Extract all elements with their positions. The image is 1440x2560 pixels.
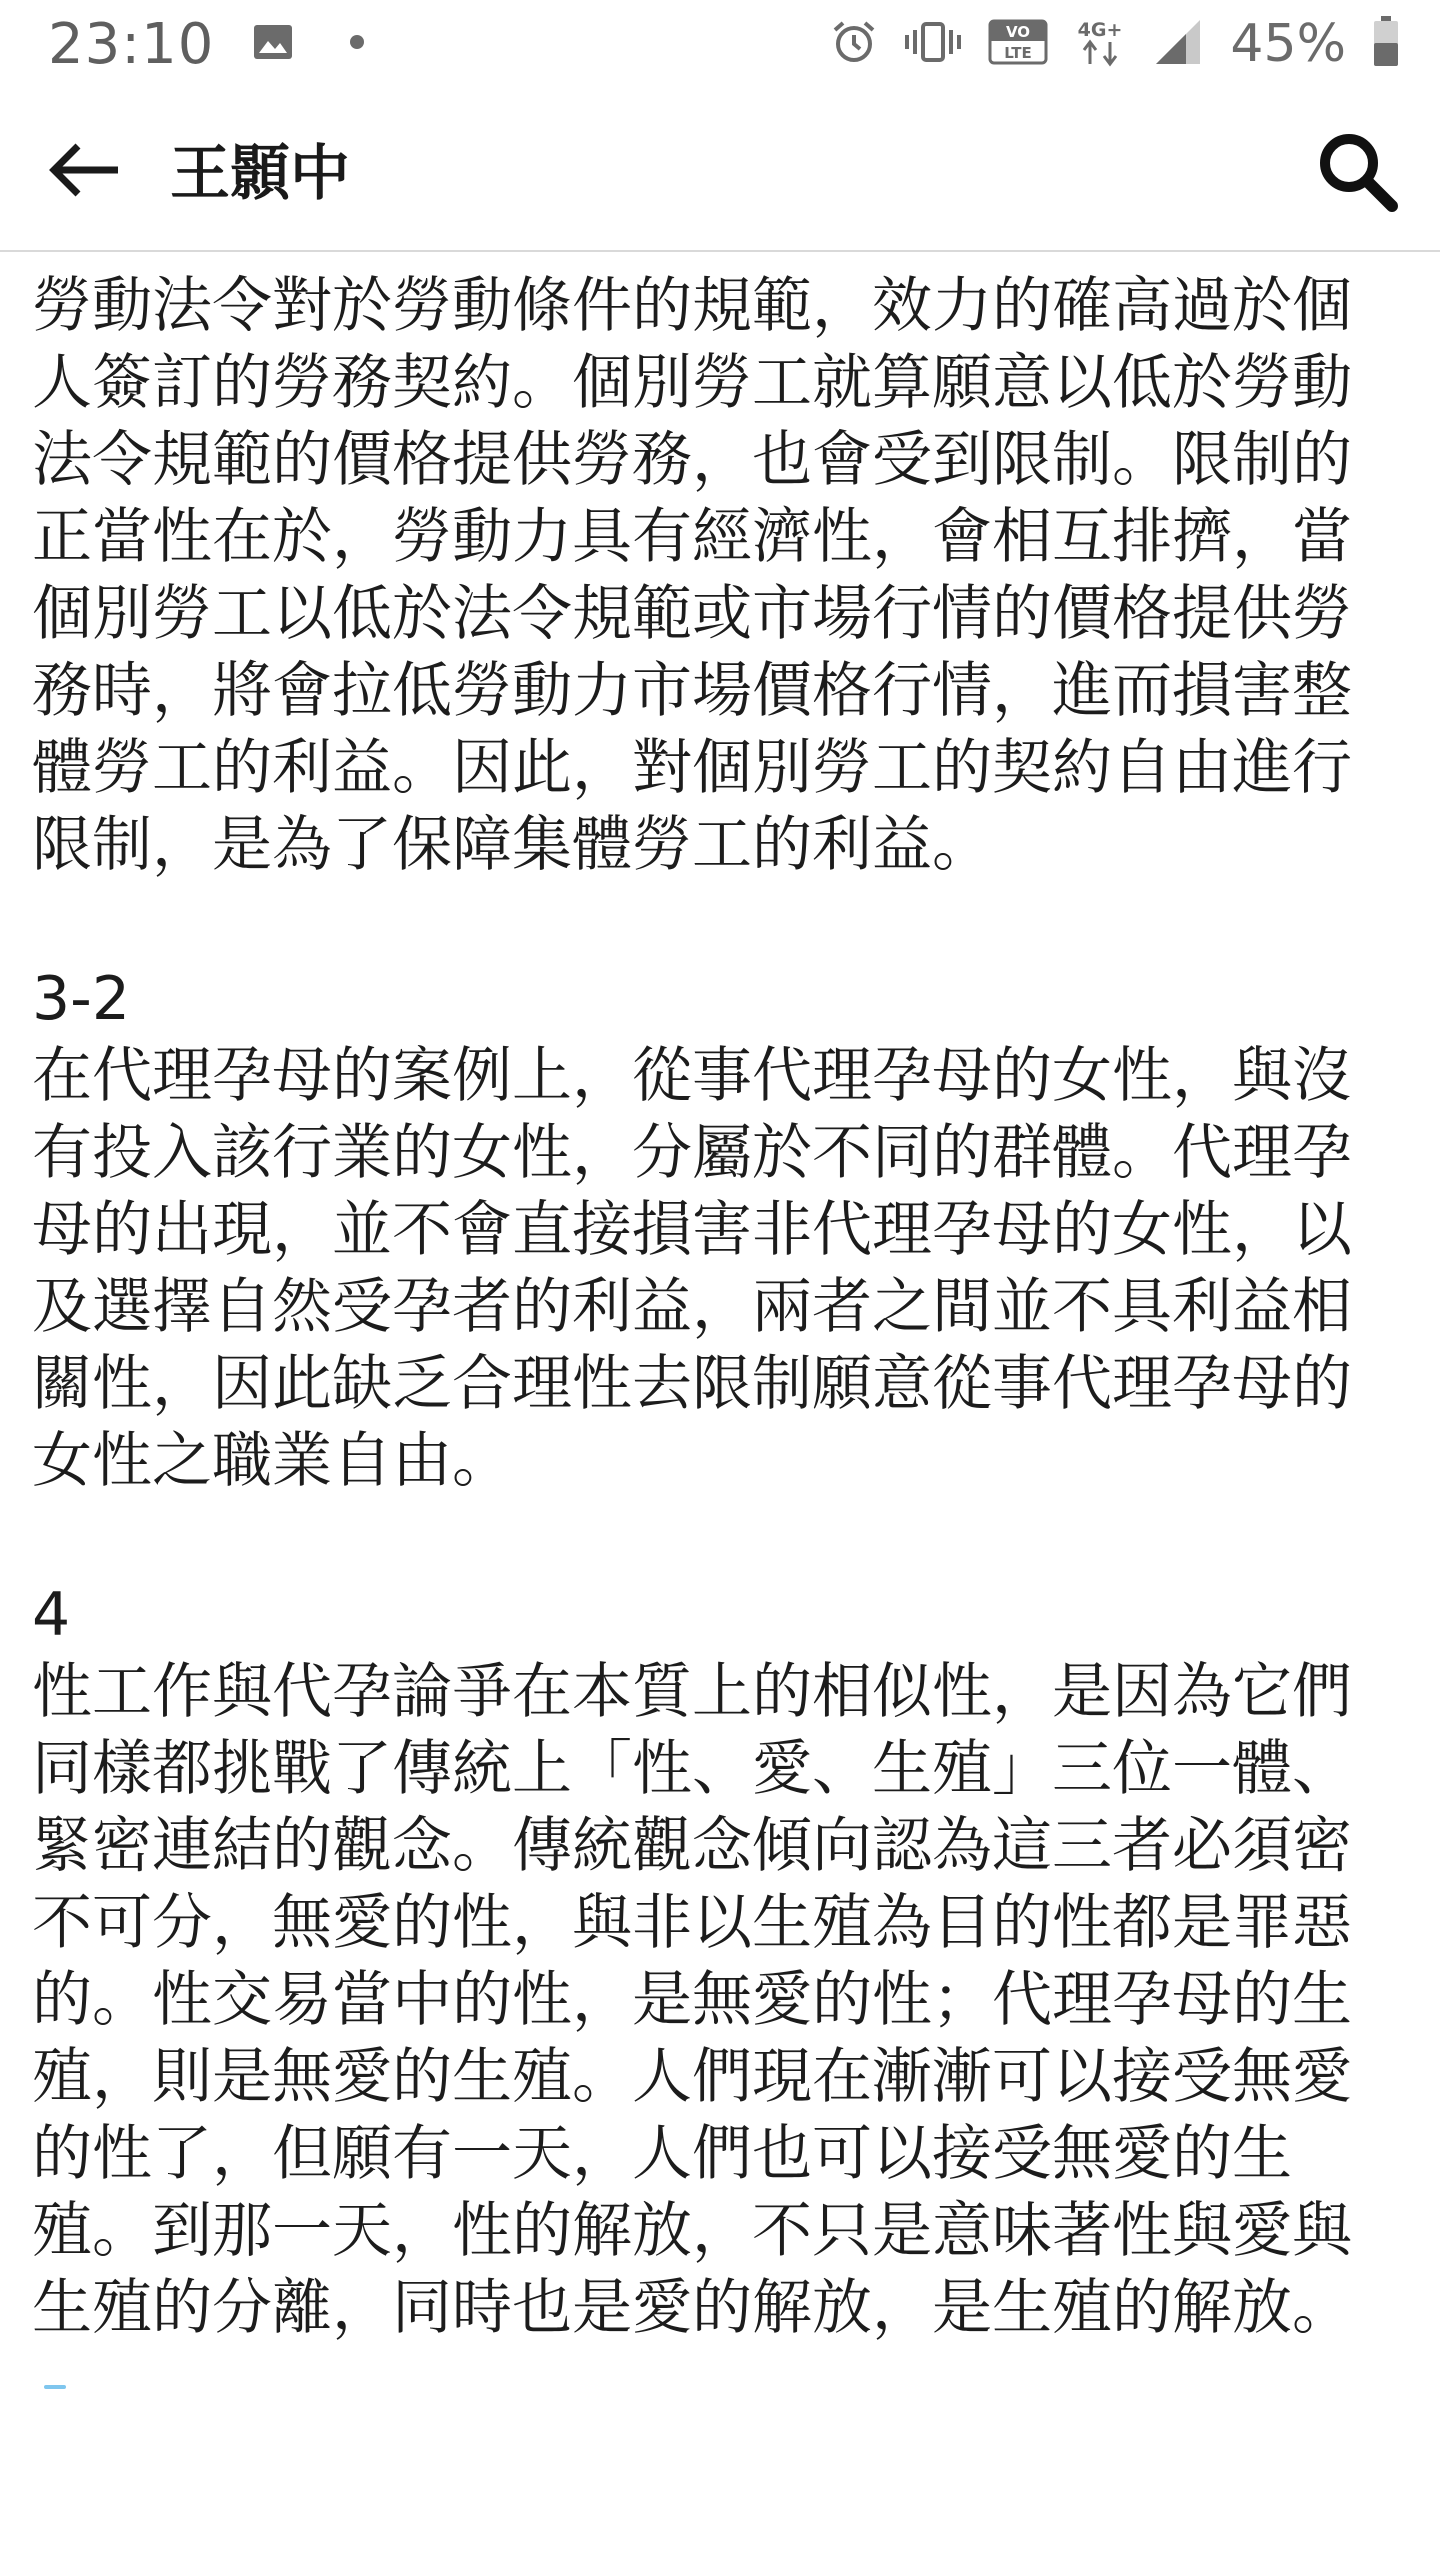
battery-percent: 45% — [1230, 14, 1346, 74]
section-2 — [32, 961, 1408, 1500]
search-button[interactable] — [1308, 124, 1404, 220]
signal-icon — [1152, 16, 1204, 72]
paragraph-spacer — [32, 1500, 1408, 1577]
paragraph-1: 勞動法令對於勞動條件的規範，效力的確高過於個人簽訂的勞務契約。個別勞工就算願意以低於勞動法令規範的價格提供勞務，也會受到限制。限制的正當性在於，勞動力具有經濟性，會相互排擠，當個別勞工以低於法令規範或市場行情的價格提供勞務時，將會拉低勞動力市場價格行情，進而損害整體勞工的利益。因此，對個別勞工的契約自由進行限制，是為了保障集體勞工的利益。 — [32, 271, 1352, 880]
status-left-icons — [252, 21, 366, 67]
back-button[interactable] — [40, 128, 128, 216]
volte-icon — [988, 19, 1048, 69]
section-3 — [32, 1577, 1408, 2347]
status-time: 23:10 — [48, 11, 215, 77]
network-label: 4G+ — [1078, 19, 1123, 41]
section-3-body: 性工作與代孕論爭在本質上的相似性，是因為它們同樣都挑戰了傳統上「性、愛、生殖」三位一體、緊密連結的觀念。傳統觀念傾向認為這三者必須密不可分，無愛的性，與非以生殖為目的性都是罪惡的。性交易當中的性，是無愛的性；代理孕母的生殖，則是無愛的生殖。人們現在漸漸可以接受無愛的性了，但願有一天，人們也可以接受無愛的生殖。到那一天，性的解放，不只是意味著性與愛與生殖的分離，同時也是愛的解放，是生殖的解放。 — [32, 1657, 1352, 2343]
article-content — [32, 268, 1408, 2347]
battery-icon — [1372, 16, 1400, 72]
section-2-heading: 3-2 — [32, 964, 130, 1034]
section-3-heading: 4 — [32, 1580, 71, 1650]
4g-icon — [1074, 16, 1126, 72]
search-icon — [1314, 128, 1398, 216]
status-bar — [0, 0, 1440, 88]
volte-bottom-label: LTE — [1004, 44, 1033, 62]
back-arrow-icon — [46, 140, 122, 204]
paragraph-spacer — [32, 884, 1408, 961]
section-2-body: 在代理孕母的案例上，從事代理孕母的女性，與沒有投入該行業的女性，分屬於不同的群體。代理孕母的出現，並不會直接損害非代理孕母的女性，以及選擇自然受孕者的利益，兩者之間並不具利益相關性，因此缺乏合理性去限制願意從事代理孕母的女性之職業自由。 — [32, 1041, 1352, 1496]
link-fragment — [44, 2385, 66, 2389]
dot-icon — [348, 33, 366, 55]
app-bar — [0, 88, 1440, 252]
image-icon — [252, 21, 294, 67]
status-right-icons — [830, 14, 1400, 74]
vibrate-icon — [904, 20, 962, 68]
alarm-icon — [830, 18, 878, 70]
volte-top-label: VO — [1006, 23, 1031, 41]
page-title: 王顥中 — [170, 139, 350, 209]
